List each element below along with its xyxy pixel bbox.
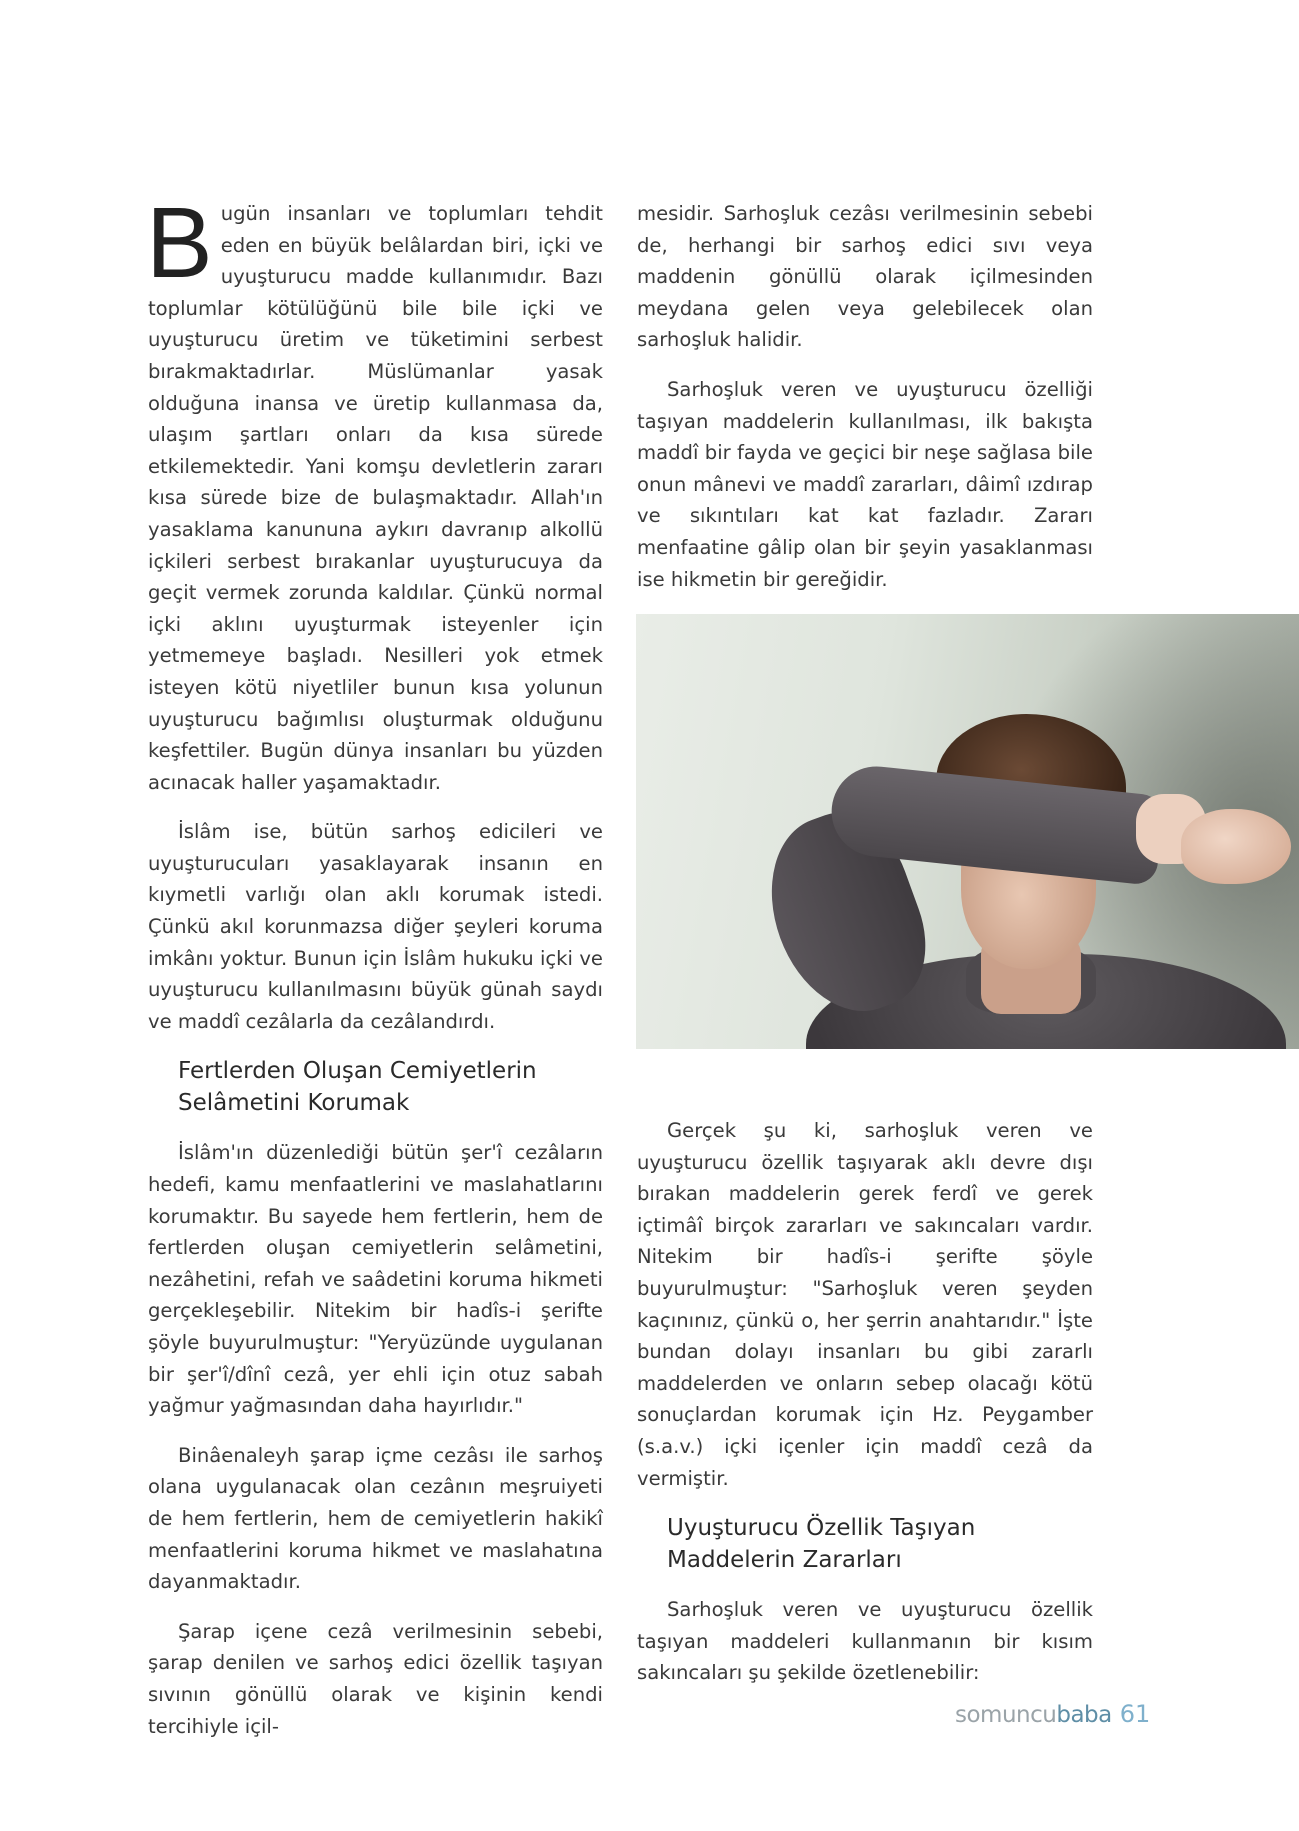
paragraph-sarap: Şarap içene cezâ verilmesinin sebebi, şarap denilen ve sarhoş edici özellik taşıyan sıvının gönüllü olarak ve kişinin kendi tercihiyle içil- [148,1619,603,1738]
right-column-bottom [637,1115,1093,1689]
intro-paragraph [146,187,603,798]
paragraph-ceza-hedef: İslâm'ın düzenlediği bütün şer'î cezâların hedefi, kamu menfaatlerini ve maslahatlarını korumaktır. Bu sayede hem fertlerin, hem de fertlerden oluşan cemiyetlerin selâmetini, nezâhetini, refah ve saâdetini koruma hikmeti gerçekleşebilir. Nitekim bir hadîs-i şerifte şöyle buyurulmuştur: "Yeryüzünde uygulanan bir şer'î/dînî cezâ, yer ehli için otuz sabah yağmur yağmasından daha hayırlıdır." [148,1141,603,1418]
left-column [146,187,603,1742]
article-photo [636,614,1299,1049]
right-column-top [637,198,1093,595]
magazine-logo-part1: somuncu [955,1702,1057,1728]
paragraph-zarar: Sarhoşluk veren ve uyuşturucu özelliği taşıyan maddelerin kullanılması, ilk bakışta maddî bir fayda ve geçici bir neşe sağlasa bile onun mânevi ve maddî zararları, dâimî ızdırap ve sıkıntıları kat kat fazladır. Zararı menfaatine gâlip olan bir şeyin yasaklanması ise hikmetin bir gereğidir. [637,377,1093,591]
section-heading-cemiyet: Fertlerden Oluşan Cemiyetlerin Selâmetini Korumak [178,1058,537,1117]
paragraph-binaenaleyh: Binâenaleyh şarap içme cezâsı ile sarhoş olana uygulanacak olan cezânın meşruiyeti de hem fertlerin, hem de cemiyetlerin hakikî menfaatlerini koruma hikmet ve maslahatına dayanmaktadır. [148,1443,603,1594]
paragraph-sakinca: Sarhoşluk veren ve uyuşturucu özellik taşıyan maddeleri kullanmanın bir kısım sakıncaları şu şekilde özetlenebilir: [637,1598,1093,1685]
paragraph-gercek: Gerçek şu ki, sarhoşluk veren ve uyuşturucu özellik taşıyarak aklı devre dışı bırakan maddelerin gerek ferdî ve gerek içtimâî birçok zararları ve sakıncaları vardır. Nitekim bir hadîs-i şerifte şöyle buyurulmuştur: "Sarhoşluk veren şeyden kaçınınız, çünkü o, her şerrin anahtarıdır." İşte bundan dolayı insanları bu gibi zararlı maddelerden ve onların sebep olacağı kötü sonuçlardan korumak için Hz. Peygamber (s.a.v.) içki içenler için maddî cezâ da vermiştir. [637,1119,1093,1490]
paragraph-islam: İslâm ise, bütün sarhoş edicileri ve uyuşturucuları yasaklayarak insanın en kıymetli varlığı olan aklı korumak istedi. Çünkü akıl korunmazsa diğer şeyleri koruma imkânı yoktur. Bunun için İslâm hukuku içki ve uyuşturucu kullanılmasını büyük günah saydı ve maddî cezâlarla da cezâlandırdı. [148,820,603,1033]
drop-cap: B [146,187,213,299]
section-heading-zararlar: Uyuşturucu Özellik Taşıyan Maddelerin Zararları [667,1515,976,1574]
magazine-logo-part2: baba [1056,1702,1112,1728]
intro-text: ugün insanları ve toplumları tehdit eden en büyük belâlardan biri, içki ve uyuşturucu madde kullanımıdır. Bazı toplumlar kötülüğünü bile bile içki ve uyuşturucu üretim ve tüketimini serbest bırakmaktadırlar. Müslümanlar yasak olduğuna inansa ve üretip kullanmasa da, ulaşım şartları onları da kısa sürede etkilemektedir. Yani komşu devletlerin zararı kısa sürede bize de bulaşmaktadır. Allah'ın yasaklama kanununa aykırı davranıp alkollü içkileri serbest bırakanlar uyuşturucuya da geçit vermek zorunda kaldılar. Çünkü normal içki aklını uyuşturmak isteyenler için yetmemeye başladı. Nesilleri yok etmek isteyen kötü niyetliler bunun kısa yolunun uyuşturucu bağımlısı oluşturmak olduğunu keşfettiler. Bugün dünya insanları bu yüzden acınacak haller yaşamaktadır. [148,202,603,794]
page-number: 61 [1119,1700,1151,1728]
paragraph-continuation: mesidir. Sarhoşluk cezâsı verilmesinin sebebi de, herhangi bir sarhoş edici sıvı veya maddenin gönüllü olarak içilmesinden meydana gelen veya gelebilecek olan sarhoşluk halidir. [637,202,1093,352]
page-footer [955,1699,1150,1729]
